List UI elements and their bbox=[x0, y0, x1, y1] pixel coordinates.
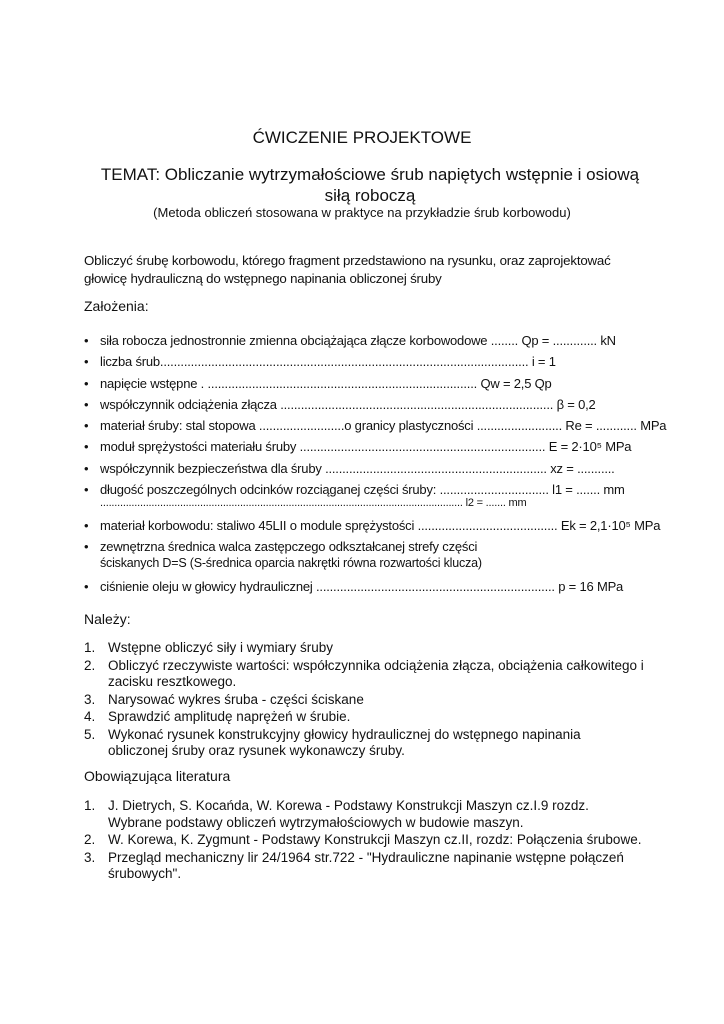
literature-heading: Obowiązująca literatura bbox=[84, 768, 231, 784]
list-item: 1. J. Dietrych, S. Kocańda, W. Korewa - Podstawy Konstrukcji Maszyn cz.I.9 rozdz. Wybrane podstawy obliczeń wytrzymałościowych w budowie maszyn. bbox=[84, 798, 589, 830]
tasks-list bbox=[84, 640, 644, 761]
tasks-heading: Należy: bbox=[84, 611, 131, 627]
list-item: • współczynnik bezpieczeństwa dla śruby ................................................................. xz = ........... bbox=[84, 461, 644, 482]
list-item: • zewnętrzna średnica walca zastępczego odkształcanej strefy części ściskanych D=S (S-średnica oparcia nakrętki równa rozwartości klucza) bbox=[84, 539, 644, 579]
list-item: • siła robocza jednostronnie zmienna obciążająca złącze korbowodowe ........ Qp = ............. kN bbox=[84, 333, 644, 354]
list-item: • materiał korbowodu: staliwo 45LII o module sprężystości ......................................... Ek = 2,1·10⁵ MPa bbox=[84, 518, 644, 539]
list-item: 3. Narysować wykres śruba - części ściskane bbox=[84, 691, 364, 707]
list-item: 2. W. Korewa, K. Zygmunt - Podstawy Konstrukcji Maszyn cz.II, rozdz: Połączenia śrubowe. bbox=[84, 832, 642, 847]
page-title: ĆWICZENIE PROJEKTOWE bbox=[252, 128, 472, 147]
list-item: • długość poszczególnych odcinków rozciąganej części śruby: ................................ l1 = ....... mm ............................................................................................................................... l2 = ....... mm bbox=[84, 482, 644, 518]
list-item: 5. Wykonać rysunek konstrukcyjny głowicy hydraulicznej do wstępnego napinania obliczonej śruby oraz rysunek wykonawczy śruby. bbox=[84, 726, 581, 758]
list-item: 3. Przegląd mechaniczny lir 24/1964 str.722 - "Hydrauliczne napinanie wstępne połączeń śrubowych". bbox=[84, 849, 624, 881]
list-item: 2. Obliczyć rzeczywiste wartości: współczynnika odciążenia złącza, obciążenia całkowitego i zacisku resztkowego. bbox=[84, 657, 644, 689]
topic-heading: TEMAT: Obliczanie wytrzymałościowe śrub napiętych wstępnie i osiową siłą roboczą bbox=[100, 165, 640, 205]
list-item: • napięcie wstępne . ............................................................................... Qw = 2,5 Qp bbox=[84, 376, 644, 397]
literature-list bbox=[84, 798, 644, 884]
list-item: • ciśnienie oleju w głowicy hydraulicznej ...................................................................... p = 16 MPa bbox=[84, 579, 644, 600]
assumptions-list bbox=[84, 333, 667, 601]
subtitle: (Metoda obliczeń stosowana w praktyce na przykładzie śrub korbowodu) bbox=[153, 205, 571, 220]
list-item: • współczynnik odciążenia złącza ................................................................................ β = 0,2 bbox=[84, 397, 644, 418]
list-item: • materiał śruby: stal stopowa .........................o granicy plastyczności ......................... Re = ............ MPa bbox=[84, 418, 644, 439]
list-item: • moduł sprężystości materiału śruby ........................................................................ E = 2·10⁵ MPa bbox=[84, 439, 644, 460]
intro-paragraph: Obliczyć śrubę korbowodu, którego fragment przedstawiono na rysunku, oraz zaprojektować głowicę hydrauliczną do wstępnego napinania obliczonej śruby bbox=[84, 253, 611, 286]
assumptions-heading: Założenia: bbox=[84, 298, 149, 314]
list-item: • liczba śrub............................................................................................................ i = 1 bbox=[84, 354, 644, 375]
list-item: 4. Sprawdzić amplitudę naprężeń w śrubie. bbox=[84, 709, 351, 724]
list-item: 1. Wstępne obliczyć siły i wymiary śruby bbox=[84, 640, 334, 655]
